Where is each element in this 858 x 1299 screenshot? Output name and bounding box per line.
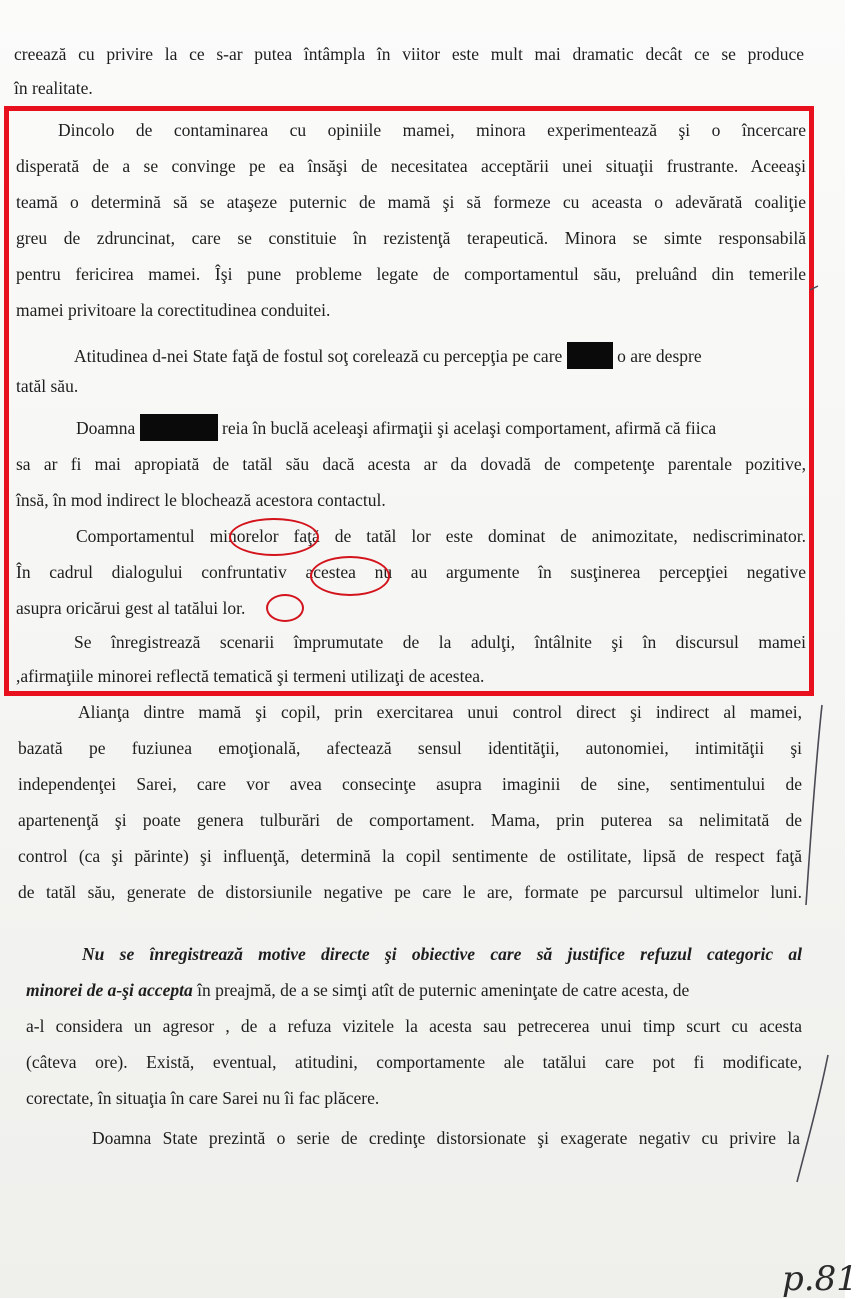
text-line: control (ca şi părinte) şi influenţă, determină la copil sentimente de ostilitate, lipsă de respect faţă — [18, 846, 802, 866]
text-line: Comportamentul minorelor faţă de tatăl lor este dominat de animozitate, nediscriminator. — [76, 526, 806, 546]
text-line: însă, în mod indirect le blochează acestora contactul. — [16, 490, 386, 510]
text-line: Se înregistrează scenarii împrumutate de la adulţi, întâlnite şi în discursul mamei — [74, 632, 806, 652]
page-number: p.81 — [782, 1259, 858, 1299]
text-line: (câteva ore). Există, eventual, atitudini, comportamente ale tatălui care pot fi modificate, — [26, 1052, 802, 1072]
text-line-emphasis: Nu se înregistrează motive directe şi obiective care să justifice refuzul categoric al — [82, 944, 802, 964]
text-line: greu de zdruncinat, care se constituie în rezistenţă terapeutică. Minora se simte responsabilă — [16, 228, 806, 248]
text-line: mamei privitoare la corectitudinea conduitei. — [16, 300, 331, 320]
text-line: disperată de a se convinge pe ea însăşi de necesitatea acceptării unei situaţii frustrante. Aceeaşi — [16, 156, 806, 176]
text-line: sa ar fi mai apropiată de tatăl său dacă acesta ar da dovadă de competenţe parentale pozitive, — [16, 454, 806, 474]
text-line: corectate, în situaţia în care Sarei nu îi fac plăcere. — [26, 1088, 380, 1108]
text-line: independenţei Sarei, care vor avea consecinţe asupra imaginii de sine, sentimentului de — [18, 774, 802, 794]
text-line: În cadrul dialogului confruntativ acestea nu au argumente în susţinerea percepţiei negative — [16, 562, 806, 582]
text-line: minorei de a-şi accepta în preajmă, de a se simţi atît de puternic ameninţate de catre acesta, de — [26, 980, 690, 1000]
text-line: de tatăl său, generate de distorsiunile negative pe care le are, formate pe parcursul ultimelor luni. — [18, 882, 802, 902]
text-line: apartenenţă şi poate genera tulburări de comportament. Mama, prin puterea sa nelimitată de — [18, 810, 802, 830]
text-line: Doamna State prezintă o serie de credinţe distorsionate şi exagerate negativ cu privire la — [92, 1128, 800, 1148]
text-line: Dincolo de contaminarea cu opiniile mamei, minora experimentează şi o încercare — [58, 120, 806, 140]
text-line: pentru fericirea mamei. Îşi pune probleme legate de comportamentul său, preluând din temerile — [16, 264, 806, 284]
redaction-bar — [567, 342, 613, 369]
text-line: în realitate. — [14, 78, 93, 98]
text-line: creează cu privire la ce s-ar putea întâmpla în viitor este mult mai dramatic decât ce se produce — [14, 44, 804, 64]
redaction-bar — [140, 414, 218, 441]
text-line: asupra oricărui gest al tatălui lor. — [16, 598, 246, 618]
text-line: Atitudinea d-nei State faţă de fostul soţ corelează cu percepţia pe care o are despre — [74, 338, 814, 374]
text-line: tatăl său. — [16, 376, 79, 396]
text-line: a-l considera un agresor , de a refuza vizitele la acesta sau petrecerea unui timp scurt cu acesta — [26, 1016, 802, 1036]
text-line: Doamna reia în buclă aceleaşi afirmaţii şi acelaşi comportament, afirmă că fiica — [76, 410, 806, 446]
text-line: bazată pe fuziunea emoţională, afectează sensul identităţii, autonomiei, intimităţii şi — [18, 738, 802, 758]
text-line: ,afirmaţiile minorei reflectă tematică şi termeni utilizaţi de acestea. — [16, 666, 485, 686]
text-line: teamă o determină să se ataşeze puternic de mamă şi să formeze cu aceasta o adevărată coaliţie — [16, 192, 806, 212]
text-line: Alianţa dintre mamă şi copil, prin exercitarea unui control direct şi indirect al mamei, — [78, 702, 802, 722]
